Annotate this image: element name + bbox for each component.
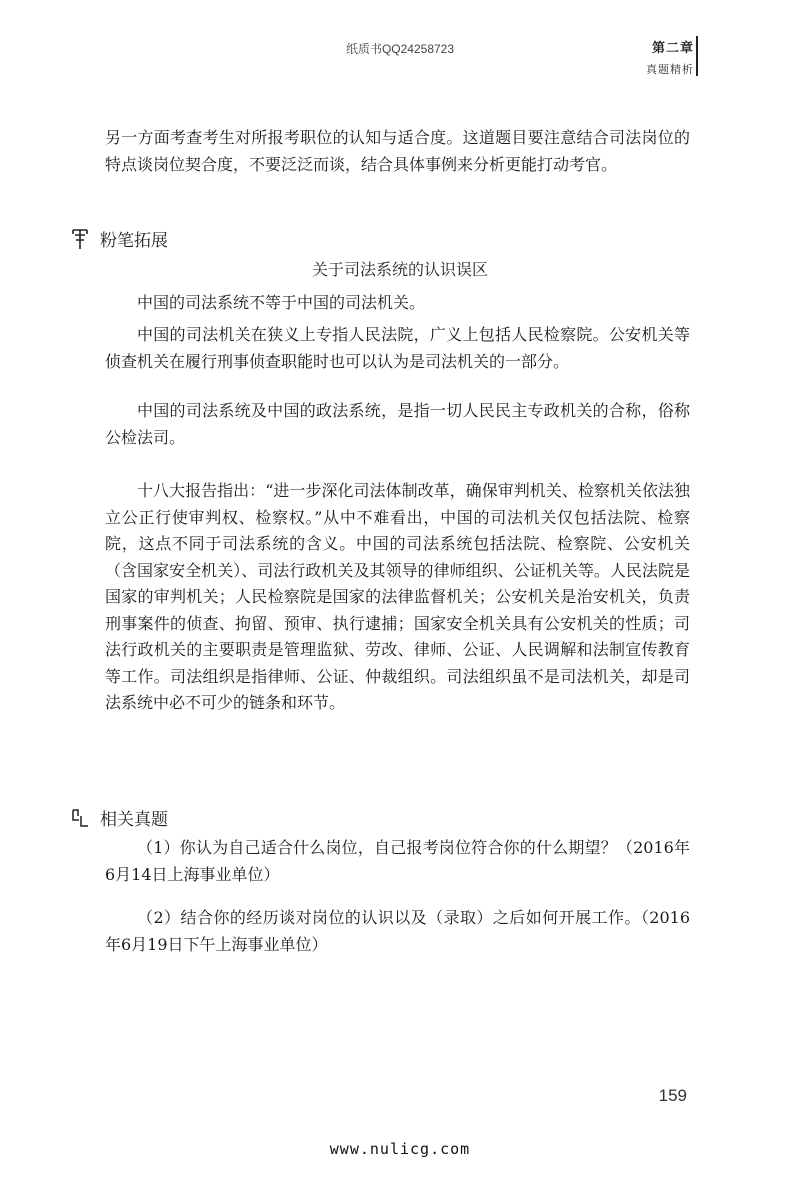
related-heading xyxy=(70,805,168,830)
chapter-title: 第二章 xyxy=(651,41,694,56)
extension-heading-label: 粉笔拓展 xyxy=(100,231,168,251)
related-item-1: （1）你认为自己适合什么岗位，自己报考岗位符合你的什么期望？（2016年6月14日上海事业单位） xyxy=(105,838,690,884)
chapter-subtitle: 真题精析 xyxy=(646,63,694,76)
intro-paragraph: 另一方面考查考生对所报考职位的认知与适合度。这道题目要注意结合司法岗位的特点谈岗位契合度，不要泛泛而谈，结合具体事例来分析更能打动考官。 xyxy=(105,128,690,174)
chapter-divider xyxy=(696,36,698,76)
extension-paragraph-2: 中国的司法机关在狭义上专指人民法院，广义上包括人民检察院。公安机关等侦查机关在履行刑事侦查职能时也可以认为是司法机关的一部分。 xyxy=(105,325,690,371)
extension-paragraph-4: 十八大报告指出：“进一步深化司法体制改革，确保审判机关、检察机关依法独立公正行使审判权、检察权。”从中不难看出，中国的司法机关仅包括法院、检察院，这点不同于司法系统的含义。中国的司法系统包括法院、检察院、公安机关（含国家安全机关）、司法行政机关及其领导的律师组织、公证机关等。人民法院是国家的审判机关；人民检察院是国家的法律监督机关；公安机关是治安机关，负责刑事案件的侦查、拘留、预审、执行逮捕；国家安全机关具有公安机关的性质；司法行政机关的主要职责是管理监狱、劳改、律师、公证、人民调解和法制宣传教育等工作。司法组织是指律师、公证、仲裁组织。司法组织虽不是司法机关，却是司法系统中必不可少的链条和环节。 xyxy=(105,481,690,712)
extension-icon xyxy=(70,227,90,251)
extension-title: 关于司法系统的认识误区 xyxy=(311,260,488,279)
extension-heading xyxy=(70,226,168,251)
footer-url: www.nulicg.com xyxy=(329,1140,471,1158)
related-item-2: （2）结合你的经历谈对岗位的认识以及（录取）之后如何开展工作。（2016年6月19日下午上海事业单位） xyxy=(105,908,690,954)
page-number: 159 xyxy=(658,1086,687,1105)
related-heading-label: 相关真题 xyxy=(100,810,168,830)
extension-paragraph-3: 中国的司法系统及中国的政法系统，是指一切人民民主专政机关的合称，俗称公检法司。 xyxy=(105,401,690,447)
header-watermark-text: 纸质书QQ24258723 xyxy=(345,42,455,56)
related-icon xyxy=(70,808,90,828)
chapter-label xyxy=(646,37,694,77)
extension-paragraph-1: 中国的司法系统不等于中国的司法机关。 xyxy=(137,293,426,312)
